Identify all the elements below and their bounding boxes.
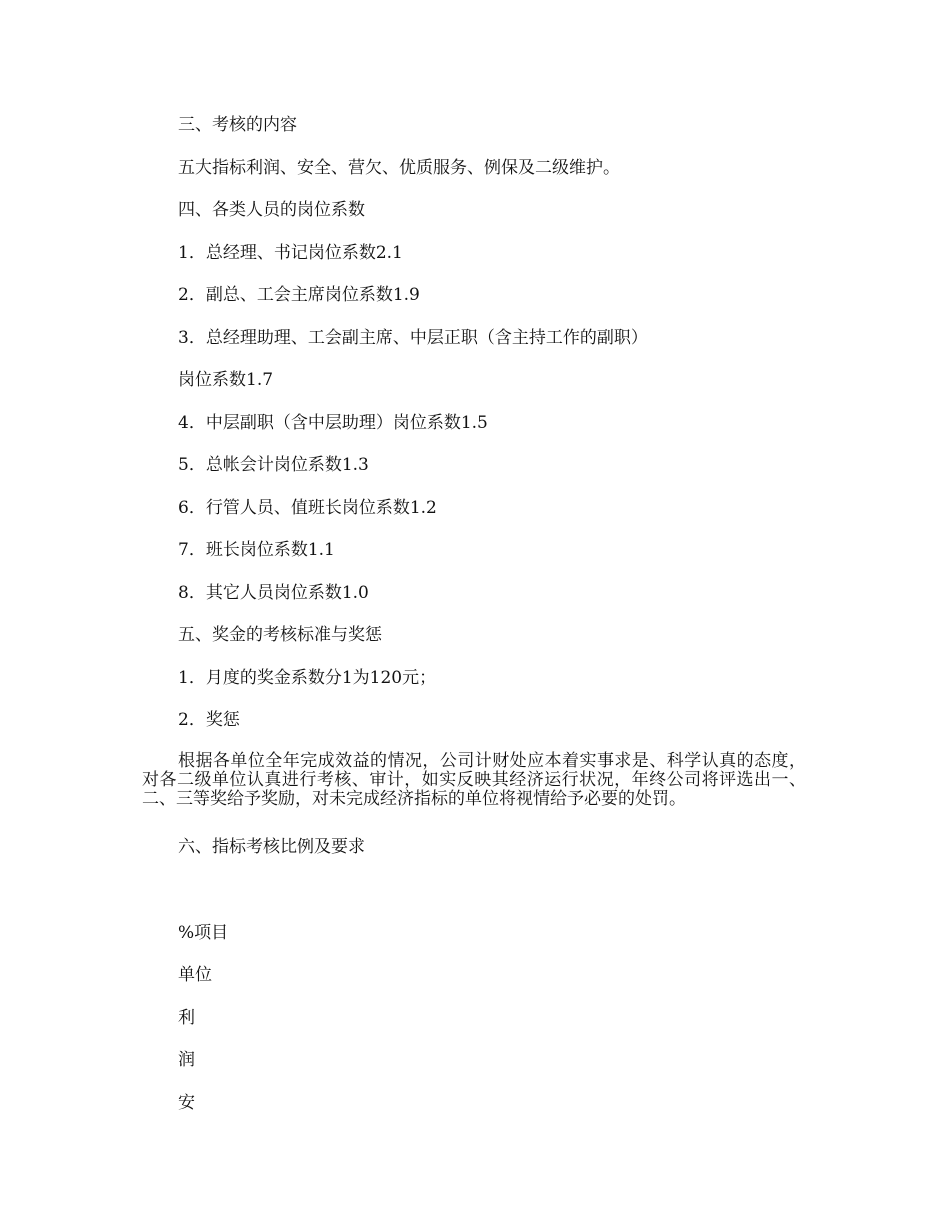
paragraph-rewards-penalties: 根据各单位全年完成效益的情况，公司计财处应本着实事求是、科学认真的态度，对各二级单位认真进行考核、审计，如实反映其经济运行状况，年终公司将评选出一、二、三等奖给予奖励，对未完成经济指标的单位将视情给予必要的处罚。	[142, 751, 806, 809]
heading-bonus-standards: 五、奖金的考核标准与奖惩	[178, 625, 382, 645]
list-item-bonus-2: 2．奖惩	[178, 710, 240, 730]
heading-indicator-ratio: 六、指标考核比例及要求	[178, 837, 365, 857]
list-item-coefficient-7: 7．班长岗位系数1.1	[178, 540, 335, 560]
list-item-coefficient-8: 8．其它人员岗位系数1.0	[178, 583, 369, 603]
list-item-coefficient-1: 1．总经理、书记岗位系数2.1	[178, 243, 403, 263]
table-fragment-run: 润	[178, 1050, 195, 1070]
list-item-coefficient-4: 4．中层副职（含中层助理）岗位系数1.5	[178, 413, 488, 433]
list-item-bonus-1: 1．月度的奖金系数分1为120元；	[178, 668, 437, 688]
heading-assessment-content: 三、考核的内容	[178, 115, 297, 135]
heading-post-coefficients: 四、各类人员的岗位系数	[178, 200, 365, 220]
table-fragment-item: %项目	[178, 923, 229, 943]
list-item-coefficient-2: 2．副总、工会主席岗位系数1.9	[178, 285, 420, 305]
table-fragment-unit: 单位	[178, 965, 212, 985]
text-five-indicators: 五大指标利润、安全、营欠、优质服务、例保及二级维护。	[178, 158, 620, 178]
list-item-coefficient-6: 6．行管人员、值班长岗位系数1.2	[178, 498, 437, 518]
table-fragment-an: 安	[178, 1093, 195, 1113]
list-item-coefficient-3: 3．总经理助理、工会副主席、中层正职（含主持工作的副职）	[178, 328, 648, 348]
list-item-coefficient-3-cont: 岗位系数1.7	[178, 370, 274, 390]
table-fragment-li: 利	[178, 1008, 195, 1028]
list-item-coefficient-5: 5．总帐会计岗位系数1.3	[178, 455, 369, 475]
